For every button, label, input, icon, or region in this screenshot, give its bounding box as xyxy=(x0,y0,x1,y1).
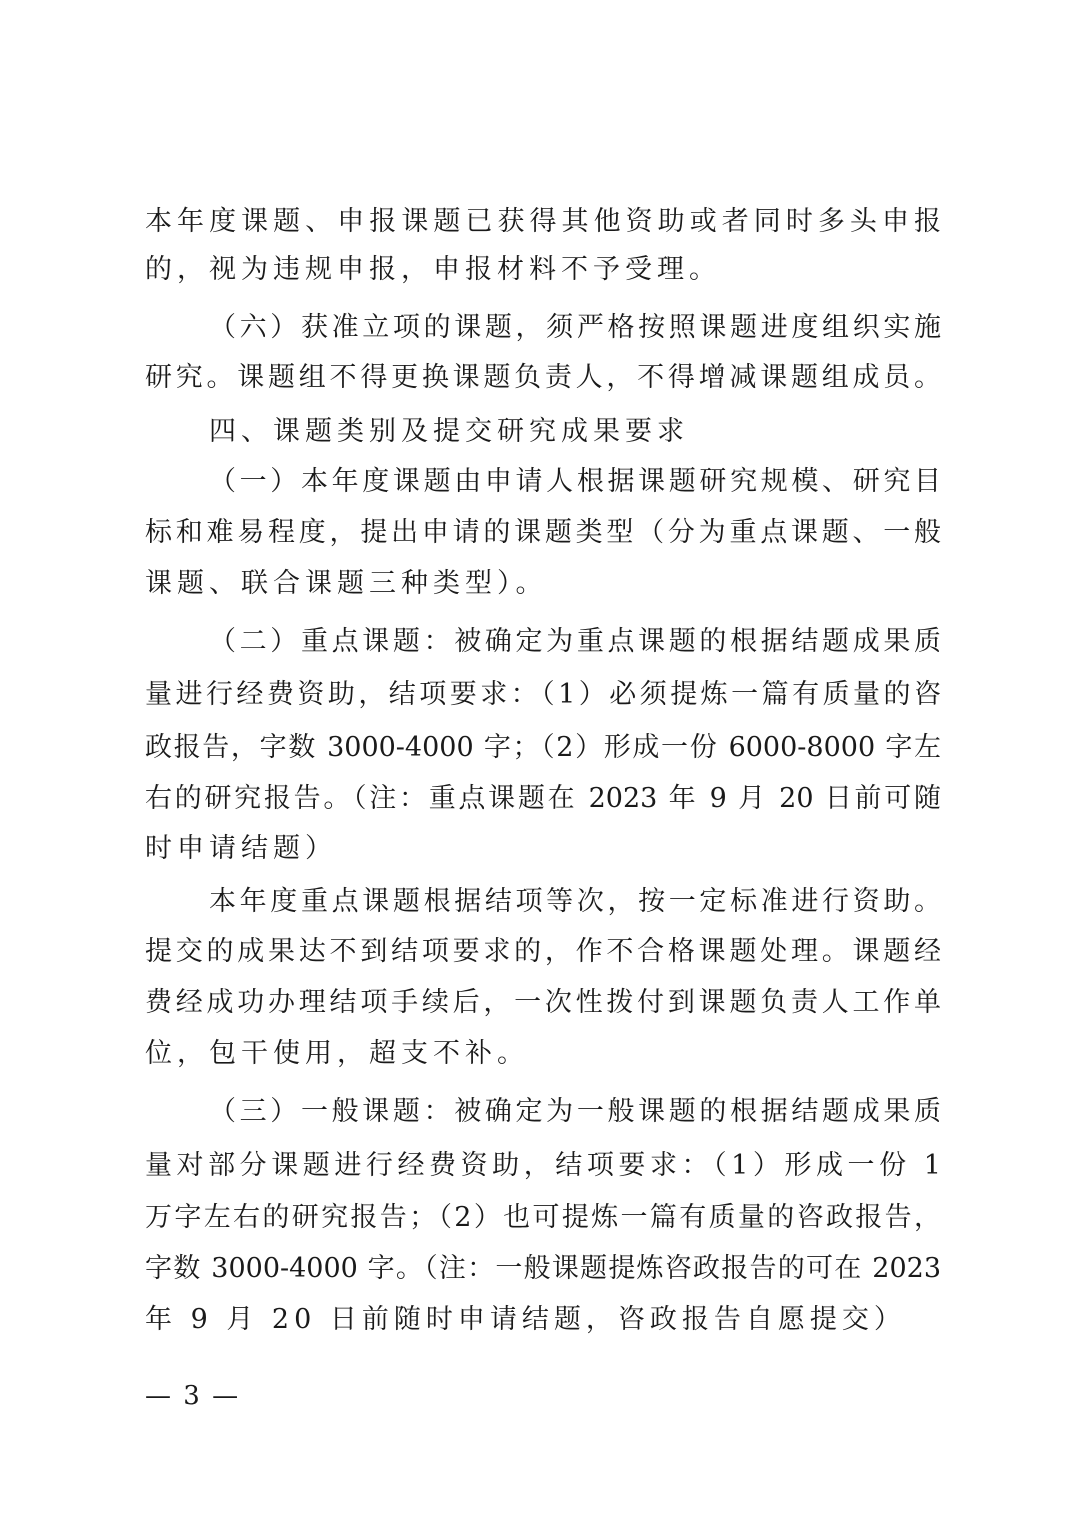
text-line: 研究。课题组不得更换课题负责人，不得增减课题组成员。 xyxy=(145,362,941,393)
page-number: — 3 — xyxy=(145,1381,241,1411)
text-line: （三）一般课题：被确定为一般课题的根据结题成果质 xyxy=(209,1096,941,1127)
text-line: 量对部分课题进行经费资助，结项要求：（1）形成一份 1 xyxy=(145,1150,941,1181)
text-line: 万字左右的研究报告；（2）也可提炼一篇有质量的咨政报告， xyxy=(145,1202,941,1233)
text-line: 费经成功办理结项手续后，一次性拨付到课题负责人工作单 xyxy=(145,987,941,1018)
text-line: 右的研究报告。（注：重点课题在 2023 年 9 月 20 日前可随 xyxy=(145,783,941,814)
text-line: 本年度课题、申报课题已获得其他资助或者同时多头申报 xyxy=(145,206,941,237)
text-line: 年 9 月 20 日前随时申请结题，咨政报告自愿提交） xyxy=(145,1304,906,1335)
text-line: 标和难易程度，提出申请的课题类型（分为重点课题、一般 xyxy=(145,517,941,548)
text-line: 课题、联合课题三种类型）。 xyxy=(145,568,548,599)
text-line: 字数 3000-4000 字。（注：一般课题提炼咨政报告的可在 2023 xyxy=(145,1253,941,1284)
text-line: 政报告，字数 3000-4000 字；（2）形成一份 6000-8000 字左 xyxy=(145,732,941,763)
text-line: 位，包干使用，超支不补。 xyxy=(145,1038,529,1069)
text-line: 时申请结题） xyxy=(145,833,337,864)
text-line: 本年度重点课题根据结项等次，按一定标准进行资助。 xyxy=(209,886,941,917)
text-line: （一）本年度课题由申请人根据课题研究规模、研究目 xyxy=(209,466,941,497)
text-line: 提交的成果达不到结项要求的，作不合格课题处理。课题经 xyxy=(145,936,941,967)
section-heading: 四、课题类别及提交研究成果要求 xyxy=(209,416,689,447)
text-line: 量进行经费资助，结项要求：（1）必须提炼一篇有质量的咨 xyxy=(145,679,941,710)
text-line: 的，视为违规申报，申报材料不予受理。 xyxy=(145,254,721,285)
text-line: （二）重点课题：被确定为重点课题的根据结题成果质 xyxy=(209,626,941,657)
text-line: （六）获准立项的课题，须严格按照课题进度组织实施 xyxy=(209,312,941,343)
